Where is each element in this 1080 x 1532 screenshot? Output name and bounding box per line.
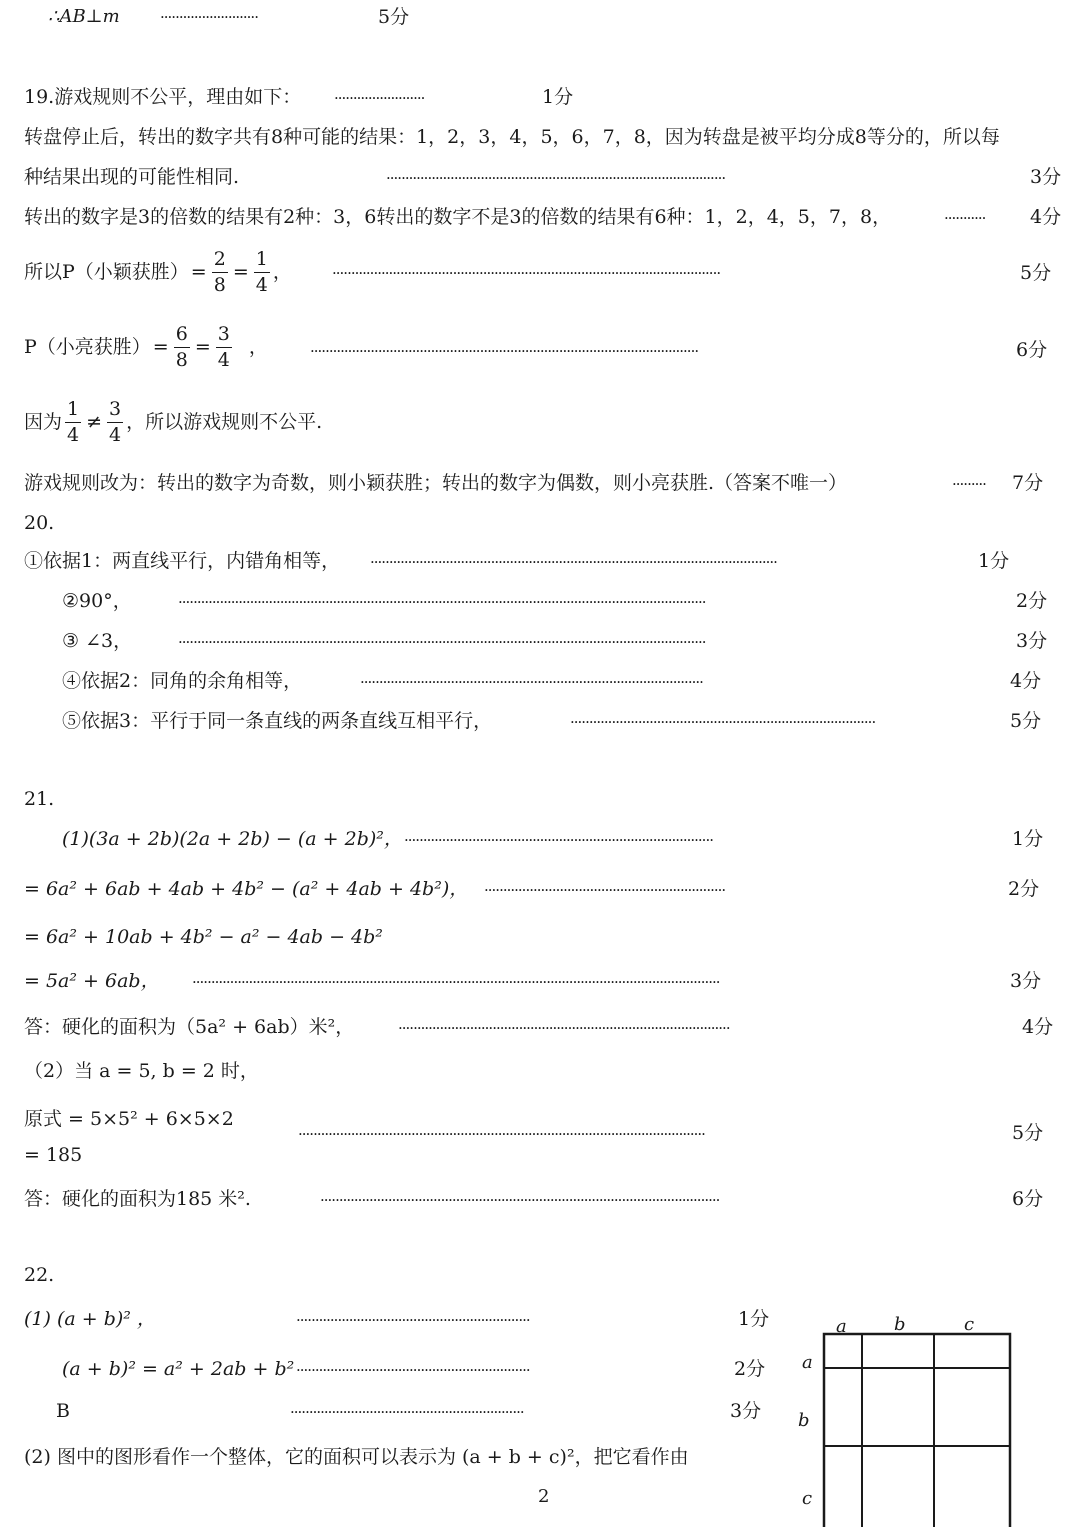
q19-rule-change: 游戏规则改为：转出的数字为奇数，则小颖获胜；转出的数字为偶数，则小亮获胜.（答案不唯一）	[24, 472, 848, 494]
q19-head-score: 1分	[542, 86, 574, 108]
q19-line3-dots: ···········	[944, 209, 986, 227]
top-statement: ∴AB⊥m	[48, 6, 120, 27]
q19-prob-xiaoliang: P（小亮获胜） = $\frac{6}{8}$ = $\frac{3}{4}$ ，	[24, 323, 268, 371]
fraction: $\frac{1}{4}$	[255, 248, 268, 296]
q19-line3: 转出的数字是3的倍数的结果有2种：3，6转出的数字不是3的倍数的结果有6种：1，2，4，5，7，8，	[24, 206, 892, 228]
q21-line1-dots: ··················································································	[404, 831, 713, 849]
q20-item2: ②90°，	[62, 590, 132, 612]
q19-heading: 19.游戏规则不公平，理由如下：	[24, 86, 302, 108]
q21-line3: = 6a² + 10ab + 4b² − a² − 4ab − 4b²	[24, 926, 383, 948]
q21-result: = 185	[24, 1144, 83, 1166]
q19-line2: 种结果出现的可能性相同.	[24, 166, 240, 188]
q19-p1-dots: ·······································································································	[332, 264, 721, 282]
grid-side-label-b: b	[798, 1410, 810, 1431]
q22-line1: (1) (a + b)² ，	[24, 1308, 156, 1330]
grid-lines	[796, 1312, 1026, 1527]
q21-heading: 21.	[24, 788, 55, 810]
q21-line2-dots: ································································	[484, 881, 726, 899]
q21-answer1: 答：硬化的面积为（5a² + 6ab）米²，	[24, 1016, 355, 1038]
fraction: $\frac{3}{4}$	[109, 398, 122, 446]
grid-side-label-a: a	[802, 1352, 813, 1373]
q22-line2: (a + b)² = a² + 2ab + b²	[62, 1358, 295, 1380]
q22-line1-score: 1分	[738, 1308, 770, 1330]
q20-item3-dots: ············································································································································	[178, 633, 706, 651]
q21-line2: = 6a² + 6ab + 4ab + 4b² − (a² + 4ab + 4b²)，	[24, 878, 469, 900]
q21-answer2: 答：硬化的面积为185 米².	[24, 1188, 251, 1210]
grid-top-label-a: a	[836, 1316, 847, 1337]
page-number: 2	[538, 1486, 550, 1507]
q22-line3-dots: ······························································	[290, 1403, 524, 1421]
square-grid-diagram	[796, 1312, 1026, 1527]
fraction: $\frac{2}{8}$	[213, 248, 226, 296]
q20-item2-dots: ············································································································································	[178, 593, 706, 611]
q21-line4-dots: ············································································································································	[192, 973, 720, 991]
q19-p1-score: 5分	[1020, 262, 1052, 284]
q20-item1: ①依据1：两直线平行，内错角相等，	[24, 550, 341, 572]
q21-answer1-score: 4分	[1022, 1016, 1054, 1038]
grid-side-label-c: c	[802, 1488, 813, 1509]
q21-part2: （2）当 a = 5, b = 2 时，	[24, 1060, 259, 1082]
q19-line1: 转盘停止后，转出的数字共有8种可能的结果：1，2，3，4，5，6，7，8，因为转盘是被平均分成8等分的，所以每	[24, 126, 1000, 148]
q20-item4-score: 4分	[1010, 670, 1042, 692]
q19-rule-dots: ·········	[952, 475, 986, 493]
q20-item3: ③ ∠3，	[62, 630, 133, 652]
q19-p2-dots: ·······································································································	[310, 342, 699, 360]
top-score: 5分	[378, 6, 410, 28]
q20-item4-dots: ···························································································	[360, 673, 703, 691]
prob-xiaoliang-label: P（小亮获胜）	[24, 336, 151, 358]
q19-line2-score: 3分	[1030, 166, 1062, 188]
q20-item3-score: 3分	[1016, 630, 1048, 652]
q19-prob-xiaoying: 所以P（小颖获胜） = $\frac{2}{8}$ = $\frac{1}{4}$ ，	[24, 248, 292, 296]
q22-line2-score: 2分	[734, 1358, 766, 1380]
q20-item1-score: 1分	[978, 550, 1010, 572]
q20-item4: ④依据2：同角的余角相等，	[62, 670, 303, 692]
q19-rule-score: 7分	[1012, 472, 1044, 494]
q19-dots: ························	[334, 89, 425, 107]
q22-heading: 22.	[24, 1264, 55, 1286]
q19-p2-score: 6分	[1016, 339, 1048, 361]
q21-result-dots: ············································································································	[298, 1125, 705, 1143]
q22-line3: B	[56, 1400, 70, 1422]
q21-result-score: 5分	[1012, 1122, 1044, 1144]
top-dots: ··························	[160, 8, 258, 26]
q21-answer2-score: 6分	[1012, 1188, 1044, 1210]
q19-line3-score: 4分	[1030, 206, 1062, 228]
q20-item5-score: 5分	[1010, 710, 1042, 732]
prob-xiaoying-label: 所以P（小颖获胜）	[24, 261, 189, 283]
q20-item5: ⑤依据3：平行于同一条直线的两条直线互相平行，	[62, 710, 493, 732]
q19-line2-dots: ··························································································	[386, 169, 726, 187]
q20-heading: 20.	[24, 512, 55, 534]
q21-line2-score: 2分	[1008, 878, 1040, 900]
q22-line2-dots: ······························································	[296, 1361, 530, 1379]
q21-line1: (1)(3a + 2b)(2a + 2b) − (a + 2b)²，	[62, 828, 403, 850]
grid-top-label-c: c	[964, 1314, 975, 1335]
q22-line1-dots: ······························································	[296, 1311, 530, 1329]
q22-line3-score: 3分	[730, 1400, 762, 1422]
fraction: $\frac{1}{4}$	[67, 398, 80, 446]
fraction: $\frac{6}{8}$	[175, 323, 188, 371]
q21-line4: = 5a² + 6ab，	[24, 970, 160, 992]
grid-top-label-b: b	[894, 1314, 906, 1335]
q21-line4-score: 3分	[1010, 970, 1042, 992]
q20-item2-score: 2分	[1016, 590, 1048, 612]
q21-original-expression: 原式 = 5×5² + 6×5×2	[24, 1108, 234, 1130]
q20-item1-dots: ············································································································	[370, 553, 777, 571]
q21-line1-score: 1分	[1012, 828, 1044, 850]
fraction: $\frac{3}{4}$	[217, 323, 230, 371]
q21-answer1-dots: ························································································	[398, 1019, 730, 1037]
q21-answer2-dots: ··········································································································	[320, 1191, 720, 1209]
q22-part2: (2) 图中的图形看作一个整体，它的面积可以表示为 (a + b + c)²，把它看作由	[24, 1446, 689, 1468]
q19-because: 因为 $\frac{1}{4}$ ≠ $\frac{3}{4}$ ，所以游戏规则不公平.	[24, 398, 323, 446]
q20-item5-dots: ·················································································	[570, 713, 876, 731]
